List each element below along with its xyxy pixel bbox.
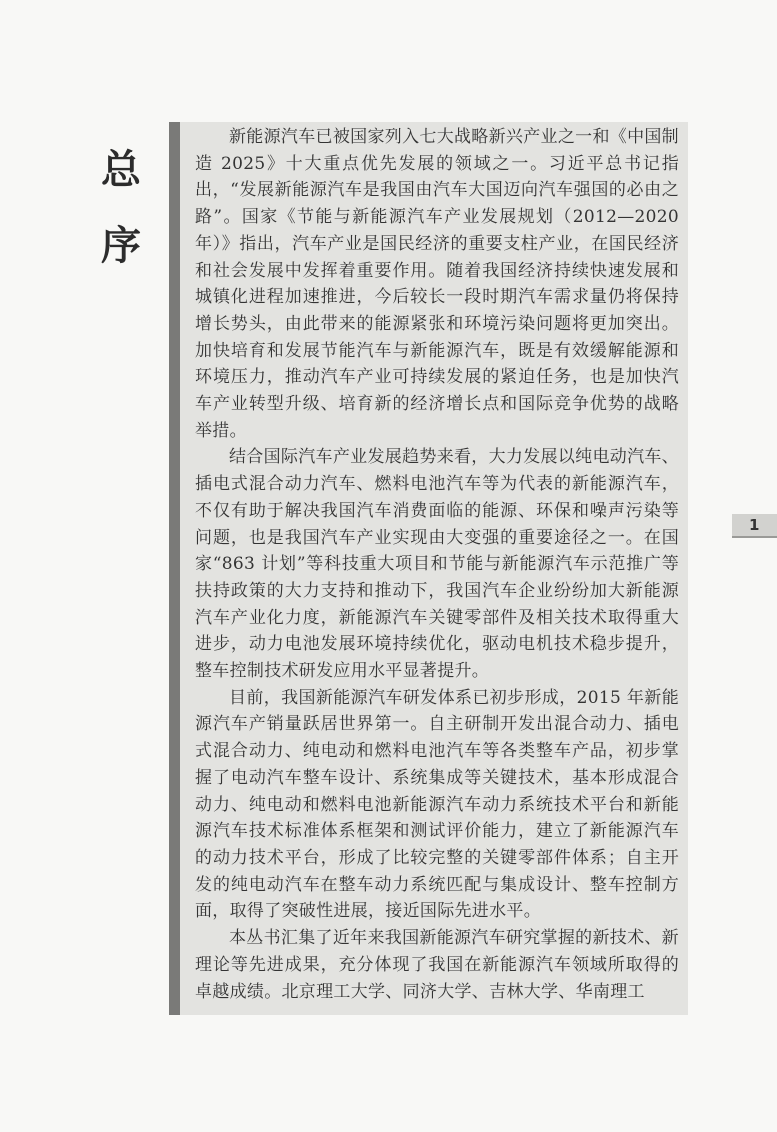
section-title-char-2: 序 bbox=[101, 223, 141, 269]
section-title-char-1: 总 bbox=[101, 147, 141, 193]
paragraph-1: 新能源汽车已被国家列入七大战略新兴产业之一和《中国制造 2025》十大重点优先发展的领域之一。习近平总书记指出，“发展新能源汽车是我国由汽车大国迈向汽车强国的必由之路”。国家《节能与新能源汽车产业发展规划（2012—2020年）》指出，汽车产业是国民经济的重要支柱产业，在国民经济和社会发展中发挥着重要作用。随着我国经济持续快速发展和城镇化进程加速推进，今后较长一段时期汽车需求量仍将保持增长势头，由此带来的能源紧张和环境污染问题将更加突出。加快培育和发展节能汽车与新能源汽车，既是有效缓解能源和环境压力，推动汽车产业可持续发展的紧迫任务，也是加快汽车产业转型升级、培育新的经济增长点和国际竞争优势的战略举措。 bbox=[195, 127, 679, 441]
text-panel bbox=[169, 122, 688, 1015]
page-number: 1 bbox=[749, 516, 760, 534]
paragraph-4: 本丛书汇集了近年来我国新能源汽车研究掌握的新技术、新理论等先进成果，充分体现了我国在新能源汽车领域所取得的卓越成绩。北京理工大学、同济大学、吉林大学、华南理工 bbox=[195, 928, 679, 1002]
panel-accent-bar bbox=[169, 122, 180, 1015]
page-tab bbox=[732, 514, 777, 538]
paragraph-3: 目前，我国新能源汽车研发体系已初步形成，2015 年新能源汽车产销量跃居世界第一。自主研制开发出混合动力、插电式混合动力、纯电动和燃料电池汽车等各类整车产品，初步掌握了电动汽车整车设计、系统集成等关键技术，基本形成混合动力、纯电动和燃料电池新能源汽车动力系统技术平台和新能源汽车技术标准体系框架和测试评价能力，建立了新能源汽车的动力技术平台，形成了比较完整的关键零部件体系；自主开发的纯电动汽车在整车动力系统匹配与集成设计、整车控制方面，取得了突破性进展，接近国际先进水平。 bbox=[195, 687, 679, 922]
body-text bbox=[195, 124, 679, 1005]
paragraph-2: 结合国际汽车产业发展趋势来看，大力发展以纯电动汽车、插电式混合动力汽车、燃料电池汽车等为代表的新能源汽车，不仅有助于解决我国汽车消费面临的能源、环保和噪声污染等问题，也是我国汽车产业实现由大变强的重要途径之一。在国家“863 计划”等科技重大项目和节能与新能源汽车示范推广等扶持政策的大力支持和推动下，我国汽车企业纷纷加大新能源汽车产业化力度，新能源汽车关键零部件及相关技术取得重大进步，动力电池发展环境持续优化，驱动电机技术稳步提升，整车控制技术研发应用水平显著提升。 bbox=[195, 447, 679, 682]
